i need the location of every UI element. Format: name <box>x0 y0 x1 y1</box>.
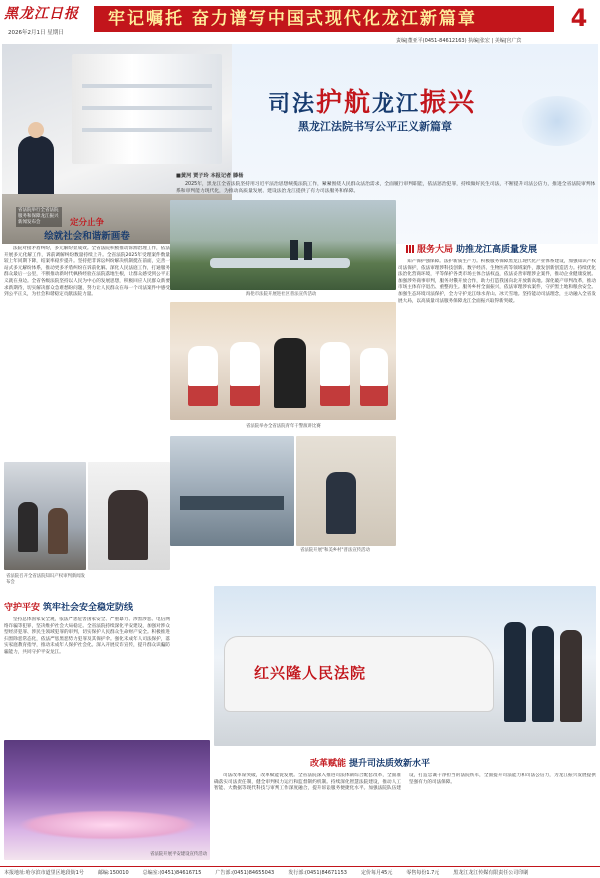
student-figure <box>230 342 260 406</box>
photo-caption: 省法院开展"和美乡村"普法宣传活动 <box>300 548 370 553</box>
photo-caption: 海伦市法院开展进社区普法宣传活动 <box>246 292 317 297</box>
vehicle-banner: 红兴隆人民法院 <box>254 664 367 682</box>
student-figure <box>320 342 350 406</box>
section-kicker: 定分止争 <box>69 218 104 228</box>
footer-ads: 广告部:(0451)84655043 <box>215 870 275 876</box>
intro-paragraph: 2025年，黑龙江全省法院坚持用习近平法治思想统揽法院工作，紧紧围绕人民群众法治需求，全面履行审判职能，依法惩治犯罪，持续做好民生司法，不断提升司法公信力，推进全省法院审判体系和审判能力现代化，为推动高质量发展、建设法治龙江提供了有力司法服务和保障。 <box>176 182 596 194</box>
title-highlight: 振兴 <box>420 88 477 118</box>
section-kicker: 服务大局 <box>417 245 454 255</box>
river-decor <box>210 258 350 268</box>
table-decor <box>180 496 284 510</box>
section-heading <box>310 756 596 769</box>
footer-postcode: 邮编:150010 <box>97 870 129 876</box>
photo-caption: 省法院举办全省法院青年干警演讲比赛 <box>246 424 321 429</box>
photo-caption: 省法院召开全省法院知识产权审判新闻发布会 <box>6 574 86 585</box>
photo-rural-outreach <box>296 436 396 546</box>
student-figure <box>360 348 388 406</box>
officer-figure <box>504 622 526 722</box>
article-body: 司法改革谋突破，改革赋能促发展。全省法院深入推进司法体制综合配套改革，全面准确落实司法责任制，健全审判权力运行和监督制约机制。持续深化智慧法院建设，推动人工智能、大数据等现代科技与审判工作深度融合，提升诉讼服务便捷化水平。加强法院队伍建设，打造忠诚干净担当的法院铁军，全面提升司法能力和司法公信力，为龙江振兴发展提供坚强有力的司法保障。 <box>214 773 596 792</box>
footer-office: 总编室:(0451)84616715 <box>142 870 202 876</box>
section-heading <box>406 242 596 255</box>
section-kicker: 守护平安 <box>4 603 41 613</box>
title-highlight: 护航 <box>316 88 373 118</box>
section-title: 提升司法质效新水平 <box>349 759 431 769</box>
decorative-cloud <box>522 96 592 146</box>
section-kicker: 改革赋能 <box>310 759 347 769</box>
footer-address: 本报地址:哈尔滨市道里区地段街1号 <box>4 870 84 876</box>
person-figure <box>290 240 298 260</box>
footer-retail: 零售每份1.7元 <box>406 870 440 876</box>
article-body: 坚持总体国家安全观，依法严惩危害国家安全、严重暴力、涉黑涉恶、电信网络诈骗等犯罪，坚决维护社会大局稳定。全省法院持续深化平安建设，加强对涉众型经济犯罪、涉民生领域犯罪的审判，切实保护人民群众生命财产安全。积极推进扫黑除恶常态化，依法严惩黑恶势力犯罪及其保护伞。强化未成年人司法保护，落实家庭教育指导，推动未成年人保护社会化。深入开展反诈宣传，提升群众识骗防骗能力，共同守护平安龙江。 <box>4 617 170 655</box>
photo-caption: 省法院开展平安建设宣传活动 <box>150 852 208 857</box>
photo-court-vehicle <box>214 586 596 746</box>
photo-stage-performance <box>4 740 210 860</box>
person-figure <box>326 472 356 534</box>
student-figure <box>188 346 218 406</box>
person-figure <box>18 502 38 552</box>
officer-figure <box>532 626 554 722</box>
section-serve-development <box>398 238 596 605</box>
shelf-decor <box>72 54 222 164</box>
title-part: 龙江 <box>372 92 421 117</box>
feature-title <box>268 82 476 119</box>
article-body: 知产保护强保障。法护新质生产力。积极服务保障黑龙江现代化产业体系建设，加强知识产权司法保护，依法审理涉科技创新、数字经济、生物医药等领域案件，激发创新创造活力。持续优化法治化营商环境，平等保护各类市场主体合法权益，依法妥善审理涉企案件，推动企业健康发展。加强涉外商事审判，服务对俄开放合作，助力打造我国向北开放新高地。深化破产审判改革，推动市场主体有序退出、重整再生。服务乡村全面振兴，依法审理涉农案件，守护黑土地和粮食安全。加强生态环境司法保护，全力守护龙江绿水青山、冰天雪地。坚持能动司法理念，主动融入全省发展大局，以高质量司法服务保障龙江全面振兴取得新突破。 <box>398 259 596 304</box>
footer-printer: 黑龙江龙江传媒有限责任公司印刷 <box>453 870 529 876</box>
photo-students-law <box>170 302 396 420</box>
photo-wetland-inspection <box>170 200 396 290</box>
bars-icon <box>406 245 414 253</box>
title-part: 司法 <box>268 92 317 117</box>
article-body: 法院对接矛盾纠纷，多元解纷显成效。全省法院积极推动诉源治理工作，依法开展多元化解工作，诉前调解纠纷数量持续上升。全省法院2025年受理案件数量较上年同期下降，结案率稳步提升。坚持把非诉讼纠纷解决机制挺在前面，完善一站式多元解纷体系，推动更多矛盾纠纷在诉前化解。深化人民法庭工作，打通服务群众最后一公里，不断推动新时代枫桥经验在法院落地生根，让群众感受到公平正义就在身边。全省各级法院坚持以人民为中心的发展思想，积极回应人民群众新要求新期待，切实解决群众急难愁盼问题，努力让人民群众在每一个司法案件中感受到公平正义，为社会和谐稳定贡献法院力量。 <box>4 246 170 298</box>
photo-street-interview <box>4 462 86 570</box>
person-figure <box>560 630 582 722</box>
section-title: 绘就社会和谐新画卷 <box>44 231 130 242</box>
section-dispute-resolution <box>4 214 170 438</box>
hero-photo-caption: 省法院举行全省法院服务和保障龙江振兴新闻发布会 <box>16 207 62 227</box>
feature-subtitle: 黑龙江法院书写公平正义新篇章 <box>298 120 452 133</box>
section-heading <box>4 216 170 242</box>
judge-figure <box>274 338 306 408</box>
footer-price: 定价每月45元 <box>360 870 393 876</box>
newspaper-brand: 黑龙江日报 <box>4 6 79 22</box>
person-figure <box>304 242 312 260</box>
footer-distribution: 发行部:(0451)84671153 <box>288 870 347 876</box>
section-safety <box>4 596 170 745</box>
section-reform <box>214 752 596 865</box>
page-headline: 牢记嘱托 奋力谱写中国式现代化龙江新篇章 <box>94 6 554 32</box>
person-figure <box>48 508 68 554</box>
byline: ■黄河 贾子玲 本报记者 滕杨 <box>176 173 244 179</box>
dancers-decor <box>18 810 198 840</box>
section-title: 助推龙江高质量发展 <box>456 245 538 255</box>
photo-community <box>88 462 170 570</box>
photo-court-meeting <box>170 436 294 546</box>
masthead <box>0 0 600 44</box>
page-number: 4 <box>570 4 588 32</box>
page-footer <box>0 866 600 878</box>
editor-line: 责编|董亚平(0451-84612163) 执编|张宏 | 美编|宫广宾 <box>396 38 522 44</box>
issue-date: 2026年2月1日 星期日 <box>8 30 64 36</box>
person-figure <box>108 490 148 560</box>
section-heading <box>4 600 170 613</box>
section-title: 筑牢社会安全稳定防线 <box>43 603 134 613</box>
